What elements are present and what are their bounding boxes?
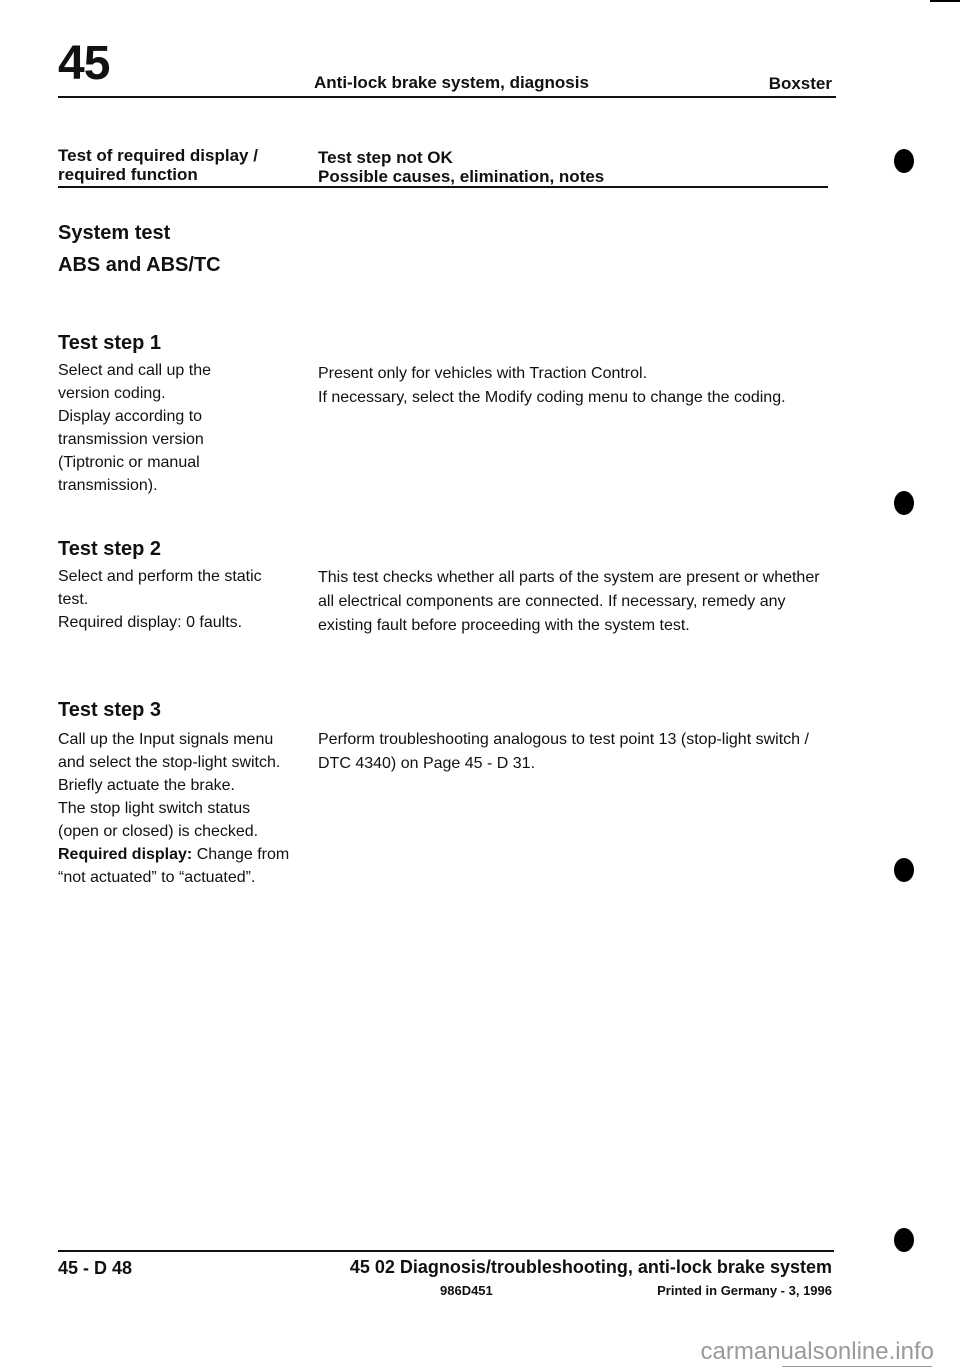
notes-paragraph: This test checks whether all parts of the system are present or whether all electrical components are connected. If necessary, remedy any existing fault before proceeding with the system test.	[318, 569, 820, 634]
column-header-right-line1: Test step not OK	[318, 148, 453, 167]
column-header-rule	[58, 186, 828, 188]
column-header-right-line2: Possible causes, elimination, notes	[318, 167, 605, 186]
notes-paragraph: Present only for vehicles with Traction Control.	[318, 365, 648, 382]
footer-printed: Printed in Germany - 3, 1996	[657, 1283, 832, 1298]
punch-hole-dot	[894, 1228, 914, 1252]
test-step-1-notes	[318, 362, 838, 410]
test-step-3-heading: Test step 3	[58, 699, 161, 721]
requirement-paragraph: Select and perform the static test.	[58, 568, 262, 608]
test-step-2-notes	[318, 566, 828, 638]
section-title-line2: ABS and ABS/TC	[58, 254, 221, 276]
test-step-3-requirement	[58, 728, 290, 889]
column-header-left	[58, 146, 258, 184]
footer-title: 45 02 Diagnosis/troubleshooting, anti-lock brake system	[349, 1257, 832, 1277]
test-step-2-heading: Test step 2	[58, 538, 161, 560]
requirement-paragraph: Select and call up the version coding.	[58, 362, 211, 402]
page-number: 45 - D 48	[58, 1258, 133, 1278]
requirement-paragraph: Required display: 0 faults.	[58, 614, 243, 631]
notes-paragraph: If necessary, select the Modify coding menu to change the coding.	[318, 389, 786, 406]
watermark: carmanualsonline.info	[700, 1338, 934, 1365]
header-rule	[58, 96, 836, 98]
punch-hole-dot	[894, 491, 914, 515]
punch-hole-dot	[894, 149, 914, 173]
column-header-left-line2: required function	[58, 165, 198, 184]
header-title: Anti-lock brake system, diagnosis	[314, 73, 589, 92]
requirement-paragraph: The stop light switch status (open or closed) is checked.	[58, 800, 259, 840]
footer-code: 986D451	[440, 1283, 493, 1298]
watermark-underline	[782, 1366, 932, 1367]
requirement-paragraph: Briefly actuate the brake.	[58, 777, 235, 794]
column-header-left-line1: Test of required display /	[58, 146, 258, 165]
required-display-paragraph	[58, 843, 290, 889]
header-model: Boxster	[768, 74, 832, 93]
requirement-paragraph: Display according to transmission version (Tiptronic or manual transmission).	[58, 408, 204, 494]
test-step-1-requirement	[58, 359, 258, 497]
requirement-paragraph: Call up the Input signals menu and select the stop-light switch.	[58, 731, 281, 771]
section-title-line1: System test	[58, 222, 171, 244]
test-step-3-notes	[318, 728, 818, 776]
column-header-right	[318, 148, 604, 186]
footer-rule	[58, 1250, 834, 1252]
test-step-1-heading: Test step 1	[58, 332, 161, 354]
chapter-number: 45	[58, 37, 110, 90]
required-display-label: Required display:	[58, 846, 193, 863]
punch-hole-dot	[894, 858, 914, 882]
notes-paragraph: Perform troubleshooting analogous to test point 13 (stop-light switch / DTC 4340) on Page 45 - D 31.	[318, 731, 809, 772]
required-display-text: Change from “not actuated” to “actuated”.	[58, 846, 290, 886]
test-step-2-requirement	[58, 565, 268, 634]
corner-mark	[930, 0, 960, 2]
